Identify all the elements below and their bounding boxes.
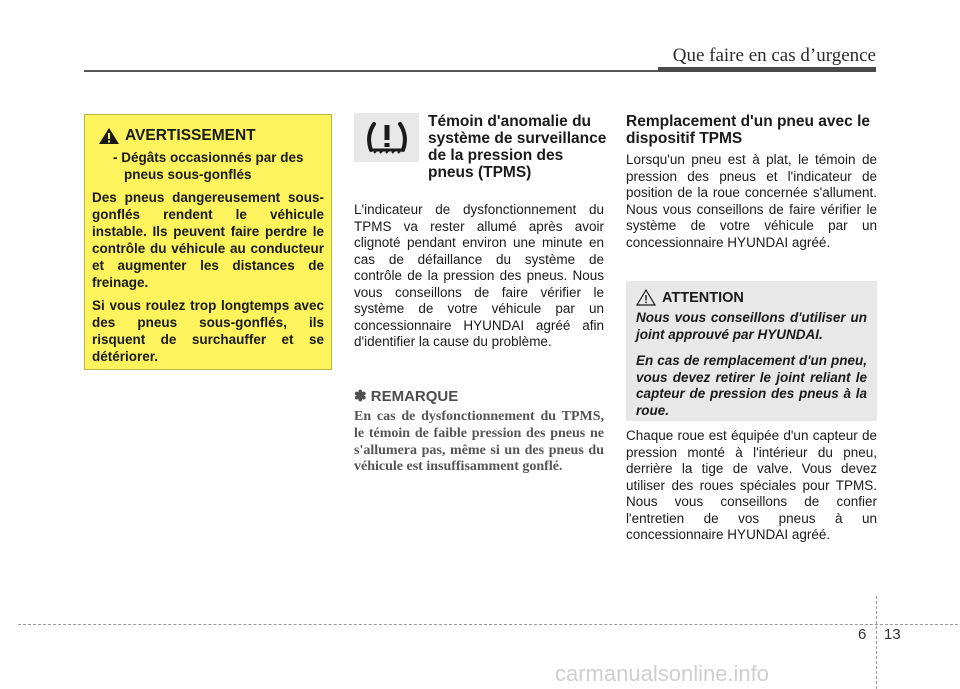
attention-box [626,281,877,421]
warning-title: AVERTISSEMENT [125,127,256,144]
tire-pressure-icon [362,118,412,158]
footer-page-divider [876,596,877,689]
warning-paragraph: Des pneus dangereusement sous-gonflés rendent le véhicule instable. Ils peuvent faire perdre le contrôle du véhicule au conducteur et augmenter les distances de freinage. [92,190,324,290]
warning-triangle-icon [98,127,120,145]
warning-subtitle: - Dégâts occasionnés par des pneus sous-gonflés [113,150,304,182]
remark-title: ✽ REMARQUE [354,388,459,405]
warning-paragraph: Si vous roulez trop longtemps avec des pneus sous-gonflés, ils risquent de surchauffer et se détériorer. [92,298,324,364]
tpms-section-body: L'indicateur de dysfonctionnement du TPMS va rester allumé après avoir clignoté pendant environ une minute en cas de défaillance du système de contrôle de la pression des pneus. Nous vous conseillons de faire vérifier le système de votre véhicule par un concessionnaire HYUNDAI agréé afin d'identifier la cause du problème. [354,202,604,349]
tpms-warning-icon [354,113,419,162]
attention-paragraph: En cas de remplacement d'un pneu, vous devez retirer le joint reliant le capteur de pression des pneus à la roue. [636,353,867,418]
chapter-number: 6 [858,626,867,643]
remark-body: En cas de dysfonctionnement du TPMS, le témoin de faible pression des pneus ne s'allumera pas, même si un des pneus du véhicule est insuffisamment gonflé. [354,409,604,475]
warning-header [98,127,324,145]
attention-title: ATTENTION [662,289,744,306]
footer-divider [18,624,958,625]
attention-paragraph: Nous vous conseillons d'utiliser un joint approuvé par HYUNDAI. [636,310,867,342]
tpms-section-title: Témoin d'anomalie du système de surveillance de la pression des pneus (TPMS) [428,113,607,181]
watermark-text: carmanualsonline.info [555,661,770,686]
replacement-body-2: Chaque roue est équipée d'un capteur de pression monté à l'intérieur du pneu, derrière la tige de valve. Vous devez utiliser des roues spéciales pour TPMS. Nous vous conseillons de confier l'entretien de vos pneus à un concessionnaire HYUNDAI agréé. [626,428,877,542]
page-number: 13 [884,626,901,643]
section-title: Que faire en cas d’urgence [672,45,876,66]
caution-triangle-icon [636,289,656,306]
replacement-body-1: Lorsqu'un pneu est à plat, le témoin de pression des pneus et l'indicateur de position de la roue concernée s'allument. Nous vous conseillons de faire vérifier le système de votre véhicule par un concessionnaire HYUNDAI agréé. [626,152,877,250]
warning-box [84,114,332,370]
header-accent-bar [658,67,876,72]
replacement-section-title: Remplacement d'un pneu avec le dispositif TPMS [626,113,871,147]
attention-header [636,289,867,306]
